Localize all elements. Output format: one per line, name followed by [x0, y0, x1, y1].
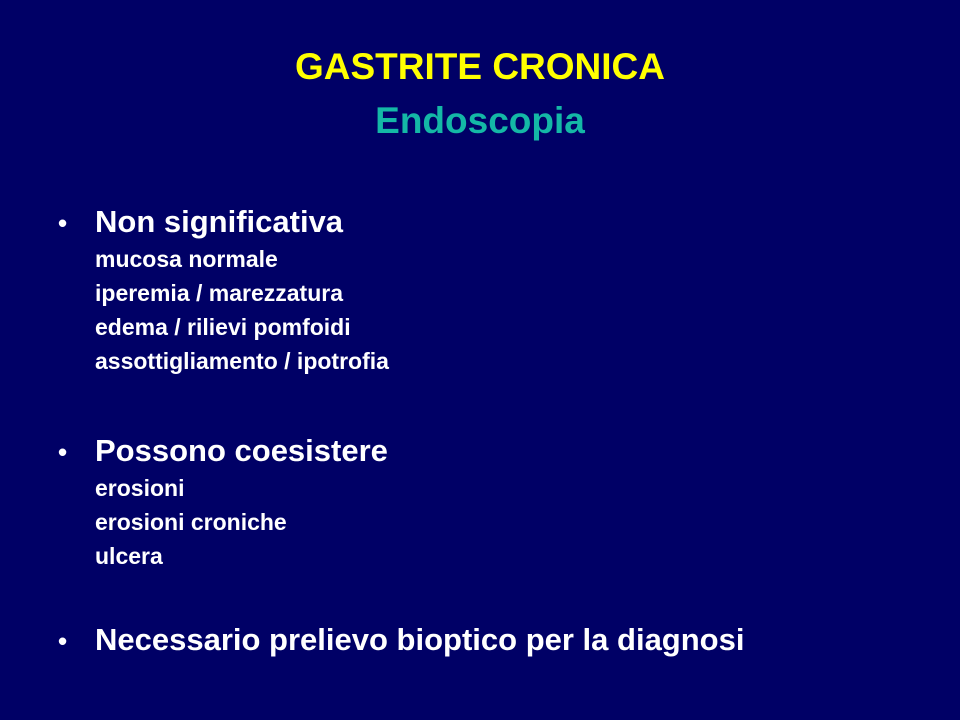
sub-list-item: mucosa normale	[95, 246, 278, 272]
bullet-label: Necessario prelievo bioptico per la diagnosi	[95, 622, 745, 657]
slide-subtitle: Endoscopia	[375, 100, 585, 141]
sub-list-item: erosioni croniche	[95, 509, 287, 535]
bullet-dot-icon: •	[58, 626, 68, 656]
sub-list-item: iperemia / marezzatura	[95, 280, 344, 306]
sub-list	[58, 471, 938, 573]
sub-list-item: ulcera	[95, 543, 163, 569]
bullet-group-prelievo-bioptico	[58, 621, 938, 660]
bullet-item	[58, 432, 938, 471]
bullet-dot-icon: •	[58, 437, 68, 467]
slide-title: GASTRITE CRONICA	[295, 46, 665, 87]
sub-list-item: erosioni	[95, 475, 185, 501]
bullet-label: Non significativa	[95, 204, 344, 239]
bullet-label: Possono coesistere	[95, 433, 388, 468]
sub-list-item: edema / rilievi pomfoidi	[95, 314, 351, 340]
bullet-dot-icon: •	[58, 208, 68, 238]
sub-list	[58, 242, 938, 378]
bullet-group-possono-coesistere	[58, 432, 938, 573]
bullet-item	[58, 203, 938, 242]
sub-list-item: assottigliamento / ipotrofia	[95, 348, 389, 374]
bullet-item	[58, 621, 938, 660]
bullet-group-non-significativa	[58, 203, 938, 378]
